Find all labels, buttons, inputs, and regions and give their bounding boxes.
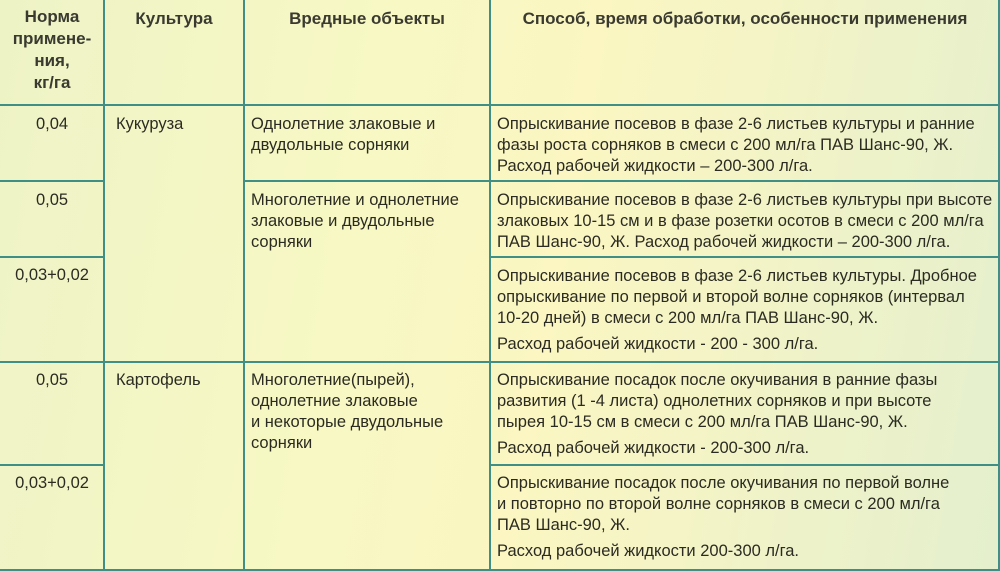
pests-cell <box>251 190 487 253</box>
header-rate <box>0 6 104 94</box>
header-crop: Культура <box>135 9 213 28</box>
rate-cell: 0,03+0,02 <box>15 474 89 492</box>
method-cell <box>497 266 997 355</box>
method-line: Расход рабочей жидкости - 200 - 300 л/га. <box>497 335 819 353</box>
pests-line: Многолетние и однолетние <box>251 191 459 209</box>
method-line: Опрыскивание посадок после окучивания в ранние фазы <box>497 371 938 389</box>
pests-line: сорняки <box>251 233 313 251</box>
row-divider <box>0 256 104 258</box>
method-line: Расход рабочей жидкости 200-300 л/га. <box>497 542 800 560</box>
header-rate-line: кг/га <box>33 73 71 92</box>
pests-line: Многолетние(пырей), <box>251 371 415 389</box>
method-line: Опрыскивание посевов в фазе 2-6 листьев культуры и ранние <box>497 115 975 133</box>
method-line: ПАВ Шанс-90, Ж. <box>497 516 630 534</box>
row-divider <box>0 464 104 466</box>
pests-line: злаковые и двудольные <box>251 212 435 230</box>
header-rate-line: Норма <box>24 7 80 26</box>
method-cell <box>497 190 997 253</box>
header-method: Способ, время обработки, особенности применения <box>522 9 968 28</box>
pests-cell <box>251 370 487 454</box>
row-divider <box>490 464 1000 466</box>
method-line: Расход рабочей жидкости – 200-300 л/га. <box>497 157 813 175</box>
rate-cell: 0,05 <box>35 371 69 389</box>
pests-line: двудольные сорняки <box>251 136 410 154</box>
method-line: и повторно по второй волне сорняков в смеси с 200 мл/га <box>497 495 940 513</box>
pests-cell <box>251 114 487 156</box>
row-divider <box>490 256 1000 258</box>
column-divider <box>489 0 491 571</box>
row-divider <box>0 361 1000 363</box>
method-line: фазы роста сорняков в смеси с 200 мл/га ПАВ Шанс-90, Ж. <box>497 136 954 154</box>
pests-line: однолетние злаковые <box>251 392 418 410</box>
method-cell <box>497 114 997 177</box>
method-line: Расход рабочей жидкости - 200-300 л/га. <box>497 439 810 457</box>
method-line: пырея 10-15 см в смеси с 200 мл/га ПАВ Шанс-90, Ж. <box>497 413 908 431</box>
pests-line: сорняки <box>251 434 313 452</box>
method-line: развития (1 -4 листа) однолетних сорняков и при высоте <box>497 392 932 410</box>
column-divider <box>243 0 245 571</box>
method-cell <box>497 473 997 562</box>
rate-cell: 0,03+0,02 <box>15 266 89 284</box>
crop-cell: Кукуруза <box>116 115 184 133</box>
rate-cell: 0,05 <box>35 191 69 209</box>
method-line: Опрыскивание посевов в фазе 2-6 листьев культуры при высоте <box>497 191 993 209</box>
header-pests: Вредные объекты <box>289 9 445 28</box>
column-divider <box>103 0 105 571</box>
header-rate-line: примене- <box>12 29 92 48</box>
method-line: Опрыскивание посадок после окучивания по первой волне <box>497 474 950 492</box>
row-divider <box>0 180 104 182</box>
method-line: 10-20 дней) в смеси с 200 мл/га ПАВ Шанс-90, Ж. <box>497 309 879 327</box>
method-cell <box>497 370 997 459</box>
row-divider <box>0 104 1000 106</box>
method-line: Опрыскивание посевов в фазе 2-6 листьев культуры. Дробное <box>497 267 977 285</box>
header-rate-line: ния, <box>34 51 70 70</box>
method-line: злаковых 10-15 см и в фазе розетки осотов в смеси с 200 мл/га <box>497 212 984 230</box>
method-line: опрыскивание по первой и второй волне сорняков (интервал <box>497 288 965 306</box>
rate-cell: 0,04 <box>35 115 69 133</box>
crop-cell: Картофель <box>116 371 201 389</box>
pests-line: Однолетние злаковые и <box>251 115 436 133</box>
method-line: ПАВ Шанс-90, Ж. Расход рабочей жидкости – 200-300 л/га. <box>497 233 951 251</box>
row-divider <box>244 180 1000 182</box>
pests-line: и некоторые двудольные <box>251 413 444 431</box>
